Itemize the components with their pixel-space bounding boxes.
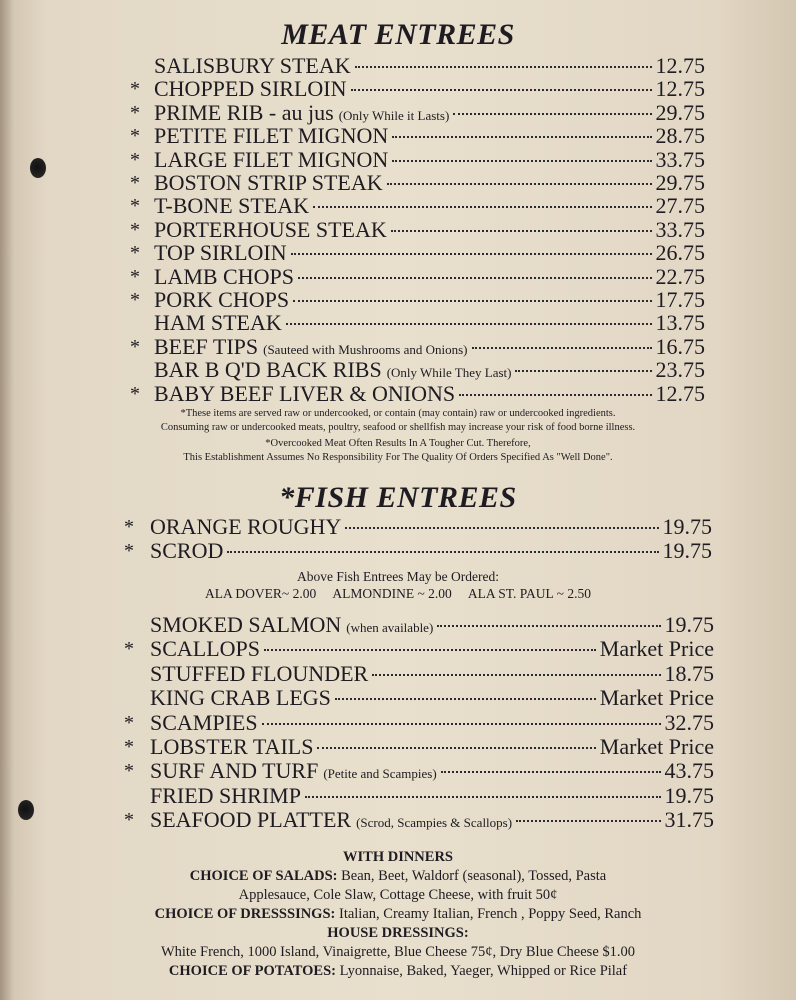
menu-item-row bbox=[154, 100, 705, 124]
fish-options: ALA DOVER~ 2.00 ALMONDINE ~ 2.00 ALA ST. PAUL ~ 2.50 bbox=[205, 586, 591, 601]
menu-item-name: PETITE FILET MIGNON bbox=[154, 123, 389, 149]
menu-item-name: LAMB CHOPS bbox=[154, 263, 294, 289]
menu-item-price: 17.75 bbox=[655, 287, 705, 312]
with-dinners-heading: WITH DINNERS bbox=[343, 849, 453, 865]
dot-leader bbox=[391, 230, 652, 232]
house-dressings-text: White French, 1000 Island, Vinaigrette, Blue Cheese 75¢, Dry Blue Cheese $1.00 bbox=[160, 944, 636, 960]
potatoes-line bbox=[0, 962, 796, 981]
item-star-marker: * bbox=[124, 516, 134, 538]
menu-item-row bbox=[154, 170, 705, 194]
fish-options-heading: Above Fish Entrees May be Ordered: bbox=[296, 569, 500, 584]
menu-item-price: 43.75 bbox=[664, 758, 714, 784]
menu-item-price: 13.75 bbox=[655, 310, 705, 336]
fish-entrees-title: *FISH ENTREES bbox=[279, 481, 517, 514]
dot-leader bbox=[459, 394, 651, 396]
menu-item-name: SALISBURY STEAK bbox=[154, 53, 351, 78]
menu-item-name: SCALLOPS bbox=[150, 636, 261, 662]
dot-leader bbox=[392, 160, 651, 162]
dressings-line bbox=[0, 905, 796, 924]
item-star-marker: * bbox=[130, 382, 140, 405]
menu-item-price: 26.75 bbox=[655, 240, 705, 266]
menu-item-name: SEAFOOD PLATTER bbox=[150, 807, 352, 833]
menu-item-price: 16.75 bbox=[655, 333, 705, 359]
menu-item-name: STUFFED FLOUNDER bbox=[150, 660, 369, 686]
menu-item-name: PRIME RIB - au jus bbox=[154, 99, 334, 125]
item-star-marker: * bbox=[124, 711, 134, 734]
menu-item-name: SCAMPIES bbox=[150, 709, 258, 735]
dot-leader bbox=[437, 625, 660, 627]
menu-item-name: SMOKED SALMON bbox=[150, 612, 342, 637]
salads-line bbox=[0, 867, 796, 886]
menu-item-note: (Only While They Last) bbox=[386, 365, 512, 381]
dot-leader bbox=[286, 323, 652, 325]
menu-item-row bbox=[154, 334, 705, 358]
menu-item-price: Market Price bbox=[599, 734, 714, 759]
menu-item-note: (Scrod, Scampies & Scallops) bbox=[356, 815, 513, 831]
menu-item-price: Market Price bbox=[599, 685, 714, 711]
dressings-text: Italian, Creamy Italian, French , Poppy Seed, Ranch bbox=[338, 906, 642, 922]
menu-item-row bbox=[150, 612, 714, 636]
menu-item-name: FRIED SHRIMP bbox=[150, 782, 301, 808]
dot-leader bbox=[387, 183, 652, 185]
menu-item-row bbox=[154, 310, 705, 334]
item-star-marker: * bbox=[130, 289, 140, 311]
item-star-marker: * bbox=[130, 265, 140, 288]
disclaimer-line: This Establishment Assumes No Responsibility For The Quality Of Orders Specified As "Well Done". bbox=[183, 452, 613, 463]
menu-item-name: BAR B Q'D BACK RIBS bbox=[154, 357, 382, 383]
item-star-marker: * bbox=[124, 760, 134, 783]
menu-item-row bbox=[154, 147, 705, 171]
menu-item-name: HAM STEAK bbox=[154, 310, 282, 336]
salads-line-2: Applesauce, Cole Slaw, Cottage Cheese, with fruit 50¢ bbox=[238, 887, 558, 903]
dressings-label: CHOICE OF DRESSSINGS: bbox=[154, 906, 336, 922]
dot-leader bbox=[345, 527, 658, 529]
dot-leader bbox=[355, 66, 652, 68]
menu-item-row bbox=[150, 710, 714, 734]
menu-item-note: (when available) bbox=[346, 620, 434, 635]
dot-leader bbox=[264, 649, 596, 651]
menu-item-price: 12.75 bbox=[655, 53, 705, 78]
menu-item-row bbox=[150, 636, 714, 660]
menu-item-row bbox=[154, 240, 705, 264]
house-dressings-label: HOUSE DRESSINGS: bbox=[327, 925, 469, 941]
menu-item-name: BOSTON STRIP STEAK bbox=[154, 170, 383, 195]
menu-item-price: 12.75 bbox=[655, 380, 705, 406]
salads-label: CHOICE OF SALADS: bbox=[189, 868, 338, 884]
menu-item-name: CHOPPED SIRLOIN bbox=[154, 76, 347, 102]
dot-leader bbox=[441, 771, 661, 773]
dot-leader bbox=[515, 370, 651, 372]
meat-entrees-title: MEAT ENTREES bbox=[281, 18, 515, 51]
dot-leader bbox=[351, 89, 652, 91]
menu-item-name: ORANGE ROUGHY bbox=[150, 514, 342, 539]
menu-item-price: 33.75 bbox=[655, 146, 705, 172]
menu-item-price: 18.75 bbox=[664, 660, 714, 686]
menu-item-row bbox=[150, 685, 714, 709]
menu-item-name: PORK CHOPS bbox=[154, 287, 290, 312]
item-star-marker: * bbox=[124, 638, 134, 661]
dot-leader bbox=[472, 347, 652, 349]
menu-item-row bbox=[154, 264, 705, 288]
menu-item-row bbox=[154, 193, 705, 217]
menu-item-row bbox=[154, 76, 705, 100]
menu-item-row bbox=[150, 538, 712, 562]
item-star-marker: * bbox=[130, 335, 140, 358]
menu-item-name: LARGE FILET MIGNON bbox=[154, 146, 389, 172]
menu-item-name: PORTERHOUSE STEAK bbox=[154, 216, 387, 242]
item-star-marker: * bbox=[130, 78, 140, 101]
menu-item-name: TOP SIRLOIN bbox=[154, 240, 287, 266]
dot-leader bbox=[372, 674, 660, 676]
disclaimer-line: *Overcooked Meat Often Results In A Tougher Cut. Therefore, bbox=[265, 438, 531, 449]
item-star-marker: * bbox=[124, 809, 134, 832]
menu-item-row bbox=[154, 217, 705, 241]
menu-item-price: 33.75 bbox=[655, 216, 705, 242]
item-star-marker: * bbox=[130, 218, 140, 241]
menu-item-row bbox=[150, 661, 714, 685]
dot-leader bbox=[227, 551, 658, 553]
menu-item-price: 19.75 bbox=[664, 612, 714, 637]
menu-item-price: 19.75 bbox=[662, 514, 712, 539]
item-star-marker: * bbox=[130, 172, 140, 194]
menu-item-note: (Only While it Lasts) bbox=[338, 107, 450, 123]
menu-item-name: LOBSTER TAILS bbox=[150, 734, 314, 759]
item-star-marker: * bbox=[130, 125, 140, 148]
dot-leader bbox=[293, 300, 651, 302]
disclaimer-line: *These items are served raw or undercooked, or contain (may contain) raw or undercooked ingredients. bbox=[180, 408, 616, 419]
menu-item-price: 29.75 bbox=[655, 99, 705, 125]
menu-item-name: KING CRAB LEGS bbox=[150, 685, 331, 711]
menu-item-row bbox=[150, 807, 714, 831]
item-star-marker: * bbox=[130, 148, 140, 171]
menu-item-row bbox=[154, 381, 705, 405]
menu-item-price: Market Price bbox=[599, 636, 714, 662]
menu-item-row bbox=[150, 734, 714, 758]
dot-leader bbox=[291, 253, 652, 255]
potatoes-text: Lyonnaise, Baked, Yaeger, Whipped or Rice Pilaf bbox=[339, 963, 628, 979]
dot-leader bbox=[516, 820, 660, 822]
menu-item-price: 27.75 bbox=[655, 193, 705, 219]
dot-leader bbox=[262, 723, 661, 725]
menu-item-note: (Petite and Scampies) bbox=[323, 766, 437, 782]
menu-item-row bbox=[150, 514, 712, 538]
salads-text: Bean, Beet, Waldorf (seasonal), Tossed, Pasta bbox=[341, 868, 607, 884]
item-star-marker: * bbox=[124, 736, 134, 758]
menu-item-price: 19.75 bbox=[664, 782, 714, 808]
menu-item-row bbox=[150, 758, 714, 782]
item-star-marker: * bbox=[130, 101, 140, 124]
disclaimer-line: Consuming raw or undercooked meats, poultry, seafood or shellfish may increase your risk of food borne illness. bbox=[160, 422, 636, 433]
potatoes-label: CHOICE OF POTATOES: bbox=[168, 963, 336, 979]
binder-hole bbox=[18, 800, 34, 820]
dot-leader bbox=[453, 113, 651, 115]
menu-item-name: SCROD bbox=[150, 538, 224, 563]
menu-item-price: 29.75 bbox=[655, 170, 705, 195]
menu-item-row bbox=[154, 53, 705, 77]
menu-item-name: T-BONE STEAK bbox=[154, 193, 310, 219]
menu-item-price: 12.75 bbox=[655, 76, 705, 102]
binder-hole bbox=[30, 158, 46, 178]
menu-item-name: BEEF TIPS bbox=[154, 333, 259, 359]
dot-leader bbox=[305, 796, 661, 798]
menu-item-name: SURF AND TURF bbox=[150, 758, 319, 784]
menu-item-price: 32.75 bbox=[664, 709, 714, 735]
menu-item-note: (Sauteed with Mushrooms and Onions) bbox=[263, 341, 468, 357]
menu-item-row bbox=[154, 123, 705, 147]
menu-item-price: 31.75 bbox=[664, 807, 714, 833]
menu-item-price: 19.75 bbox=[662, 538, 712, 563]
item-star-marker: * bbox=[130, 195, 140, 218]
menu-item-row bbox=[150, 783, 714, 807]
dot-leader bbox=[313, 206, 651, 208]
menu-item-row bbox=[154, 357, 705, 381]
menu-item-price: 28.75 bbox=[655, 123, 705, 149]
dot-leader bbox=[317, 747, 595, 749]
dot-leader bbox=[392, 136, 651, 138]
dot-leader bbox=[335, 698, 596, 700]
dot-leader bbox=[298, 277, 652, 279]
menu-item-price: 22.75 bbox=[655, 263, 705, 289]
menu-item-name: BABY BEEF LIVER & ONIONS bbox=[154, 380, 456, 406]
item-star-marker: * bbox=[130, 242, 140, 265]
menu-item-price: 23.75 bbox=[655, 357, 705, 383]
item-star-marker: * bbox=[124, 540, 134, 562]
menu-item-row bbox=[154, 287, 705, 311]
